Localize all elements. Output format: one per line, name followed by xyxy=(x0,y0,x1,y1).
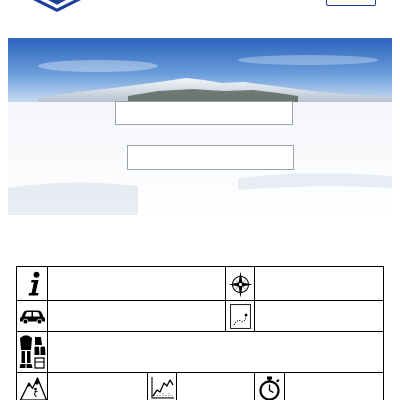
equipment-icon xyxy=(19,335,46,370)
header-badge-frame xyxy=(326,0,376,6)
table-divider xyxy=(254,266,255,331)
stopwatch-icon xyxy=(257,376,282,400)
table-divider xyxy=(47,266,48,400)
cloud xyxy=(238,55,378,65)
table-divider xyxy=(147,372,148,400)
table-border xyxy=(16,266,17,400)
map-icon xyxy=(230,304,251,329)
table-border xyxy=(383,266,384,400)
mountain-icon xyxy=(20,375,47,400)
table-divider xyxy=(254,372,255,400)
table-border xyxy=(16,266,384,267)
cai-logo xyxy=(33,0,81,12)
table-divider xyxy=(16,300,384,301)
table-divider xyxy=(284,372,285,400)
table-divider xyxy=(16,331,384,332)
info-icon xyxy=(23,271,45,297)
landscape-photo xyxy=(8,38,392,215)
event-destination xyxy=(127,145,294,170)
car-icon xyxy=(19,308,46,324)
event-date xyxy=(115,101,293,125)
snow-shadow xyxy=(8,182,138,215)
compass-icon xyxy=(228,271,253,298)
table-divider xyxy=(225,266,226,331)
table-divider xyxy=(176,372,177,400)
elevation-profile-icon xyxy=(150,376,175,400)
table-divider xyxy=(16,372,384,373)
cloud xyxy=(38,60,158,72)
